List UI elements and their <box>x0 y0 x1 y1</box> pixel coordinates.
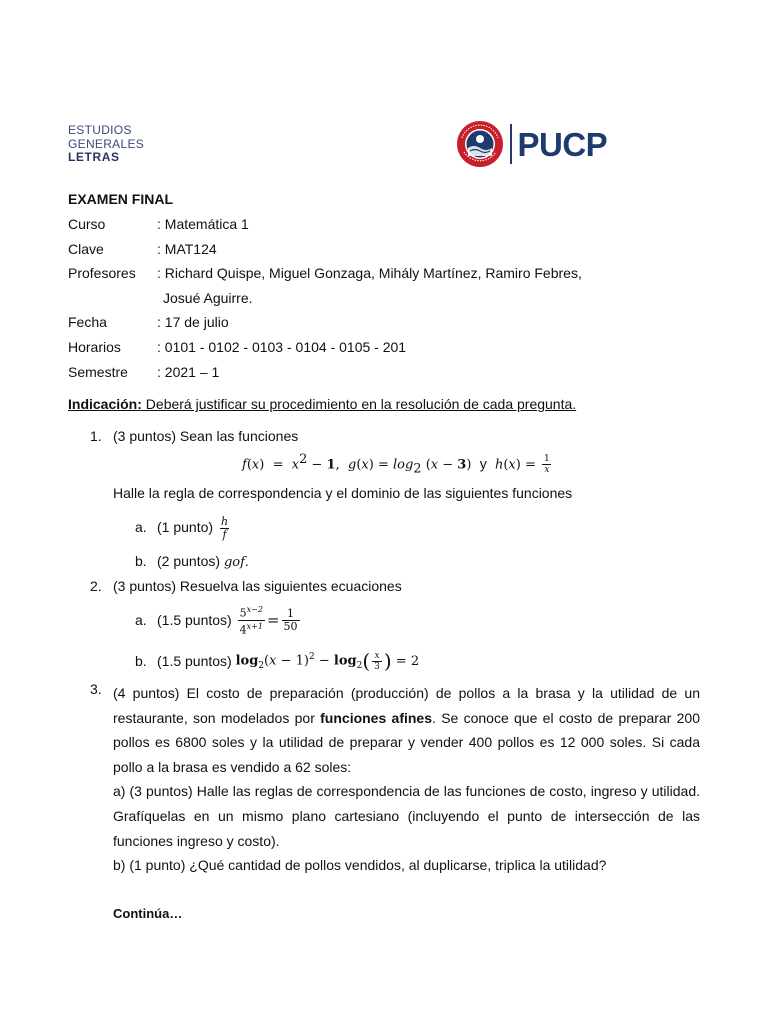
sub-letter: b. <box>135 553 147 569</box>
question-text <box>113 681 700 878</box>
info-value: : MAT124 <box>157 240 217 257</box>
sub-points: (1.5 puntos) <box>157 653 232 669</box>
sub-end: . <box>244 553 249 569</box>
continua-label: Continúa… <box>113 906 183 921</box>
subquestion <box>135 553 249 570</box>
question-intro: (3 puntos) Sean las funciones <box>113 428 299 444</box>
q3-text-after: . Se conoce que el costo de preparar 200 pollos es 6800 soles y la utilidad de preparar y vender 400 pollos es 12 000 soles. Si cada pollo a la brasa es vendido a 62 soles: <box>113 709 700 775</box>
h-fraction: $\frac{1}{x}$ <box>543 454 550 476</box>
q3-part-b: b) (1 punto) ¿Qué cantidad de pollos vendidos, al duplicarse, triplica la utilidad? <box>113 857 607 874</box>
logo-line-3: LETRAS <box>68 150 120 164</box>
logo-divider <box>510 124 512 164</box>
connector-y: y <box>479 455 487 472</box>
q1-functions: $f(x) = x^2 - 1$, $g(x) = \log_2 (x - 3)$ y h(x) = $\frac{1}{x}$ <box>242 452 550 477</box>
info-value: : 0101 - 0102 - 0103 - 0104 - 0105 - 201 <box>157 338 407 355</box>
info-value: : Matemática 1 <box>157 216 249 232</box>
question-number: 3. <box>90 681 102 697</box>
exam-title: EXAMEN FINAL <box>68 191 173 207</box>
info-value-continuation: Josué Aguirre. <box>163 289 253 306</box>
pucp-logo <box>456 120 607 168</box>
info-key: Fecha <box>68 314 107 331</box>
pucp-wordmark: PUCP <box>517 125 608 163</box>
info-value: : 2021 – 1 <box>157 363 220 380</box>
info-key: Horarios <box>68 338 121 355</box>
q3-part-a: a) (3 puntos) Halle las reglas de correspondencia de las funciones de costo, ingreso y utilidad. Grafíquelas en un mismo plano cartesiano (incluyendo el punto de intersección de las funciones ingreso y costo). <box>113 783 700 849</box>
info-key: Curso <box>68 216 106 232</box>
info-key: Semestre <box>68 363 128 380</box>
sub-points: (2 puntos) <box>157 553 221 569</box>
question-number: 1. <box>90 428 102 444</box>
info-row-profesores <box>68 263 708 288</box>
info-row-clave <box>68 239 708 264</box>
indicacion <box>68 396 576 412</box>
info-row-curso <box>68 214 708 239</box>
question-number: 2. <box>90 578 102 594</box>
info-key: Profesores <box>68 265 136 282</box>
subquestion: b. (1.5 puntos) $\log_2(x - 1)^2 - \log_2$ ( $\frac{x}{3}$ ) = 2 <box>135 649 420 673</box>
sub-letter: a. <box>135 519 147 536</box>
logo-line-2: GENERALES <box>68 136 145 151</box>
sub-points: (1 punto) <box>157 519 214 536</box>
sub-points: (1.5 puntos) <box>157 612 232 629</box>
indicacion-text: Deberá justificar su procedimiento en la resolución de cada pregunta. <box>141 396 577 412</box>
sub-letter: a. <box>135 612 147 629</box>
log-equation: $\log_2(x - 1)^2 - \log_2$ <box>235 651 363 671</box>
pucp-seal-icon <box>456 120 504 168</box>
info-value: : Richard Quispe, Miguel Gonzaga, Mihály Martínez, Ramiro Febres, <box>157 265 582 282</box>
exam-info <box>68 214 708 386</box>
f-definition: f <box>242 457 247 473</box>
question-follow-text: Halle la regla de correspondencia y el dominio de las siguientes funciones <box>113 485 573 501</box>
question-intro: (3 puntos) Resuelva las siguientes ecuaciones <box>113 578 402 594</box>
info-row-semestre <box>68 362 708 387</box>
h-over-f-fraction: $\frac{h}{f}$ <box>220 515 229 541</box>
exp-fraction-right: $\frac{1}{50}$ <box>283 606 298 633</box>
q3-text-before: (4 puntos) El costo de preparación (producción) de pollos a la brasa y la utilidad de un restaurante, son modelados por <box>113 685 700 726</box>
subquestion: a. (1.5 puntos) $\frac{5^{x-2}}{4^{x+1}}$ = $\frac{1}{50}$ <box>135 605 298 637</box>
info-row-horarios <box>68 337 708 362</box>
info-row-fecha <box>68 312 708 337</box>
indicacion-label: Indicación: <box>68 396 142 412</box>
sub-letter: b. <box>135 653 147 669</box>
info-value: : 17 de julio <box>157 314 229 331</box>
logo-line-1: ESTUDIOS <box>68 123 132 137</box>
exp-fraction-left: $\frac{5^{x-2}}{4^{x+1}}$ <box>239 605 263 637</box>
estudios-generales-logo <box>68 124 144 165</box>
composition-expr: gof <box>223 555 245 570</box>
info-key: Clave <box>68 240 104 257</box>
subquestion <box>135 516 232 541</box>
q3-bold-term: funciones afines <box>320 709 433 726</box>
